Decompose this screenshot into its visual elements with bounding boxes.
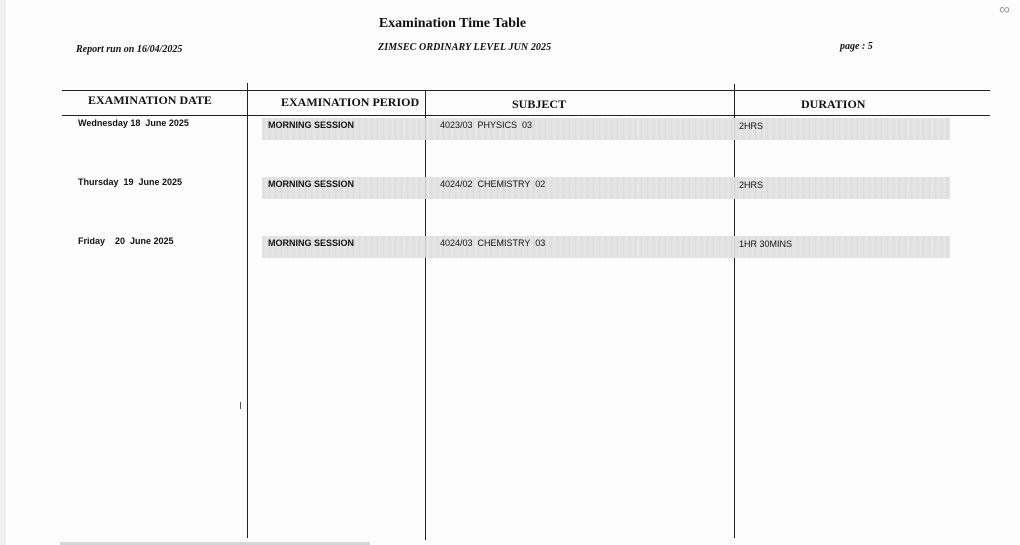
column-header-duration: DURATION [801,97,866,111]
infinity-icon[interactable]: ∞ [999,1,1010,18]
exam-period: MORNING SESSION [268,238,355,248]
exam-subject: 4024/03 CHEMISTRY 03 [440,238,546,248]
page-left-edge [0,0,6,545]
exam-subject: 4023/03 PHYSICS 03 [440,120,533,130]
exam-date: Wednesday 18 June 2025 [78,118,189,128]
column-header-date: EXAMINATION DATE [88,93,212,107]
exam-period: MORNING SESSION [268,179,355,189]
exam-session-subtitle: ZIMSEC ORDINARY LEVEL JUN 2025 [378,42,552,53]
table-header-rule [62,115,990,116]
page-number: page : 5 [840,41,873,52]
exam-duration: 1HR 30MINS [739,239,793,249]
report-run-date: Report run on 16/04/2025 [76,44,183,55]
exam-date: Thursday 19 June 2025 [78,177,183,187]
exam-period: MORNING SESSION [268,120,355,130]
column-divider-2 [425,90,426,540]
column-divider-3 [734,84,735,538]
exam-duration: 2HRS [739,180,764,190]
column-divider-1 [247,83,248,538]
stray-mark [240,402,241,409]
exam-date: Friday 20 June 2025 [78,236,174,246]
row-shading [262,118,950,140]
exam-duration: 2HRS [739,121,764,131]
page-title: Examination Time Table [378,16,527,31]
column-header-subject: SUBJECT [512,97,567,111]
row-shading [262,236,950,258]
row-shading [262,177,950,199]
column-header-period: EXAMINATION PERIOD [281,95,420,109]
table-top-rule [62,90,990,91]
exam-subject: 4024/02 CHEMISTRY 02 [440,179,546,189]
